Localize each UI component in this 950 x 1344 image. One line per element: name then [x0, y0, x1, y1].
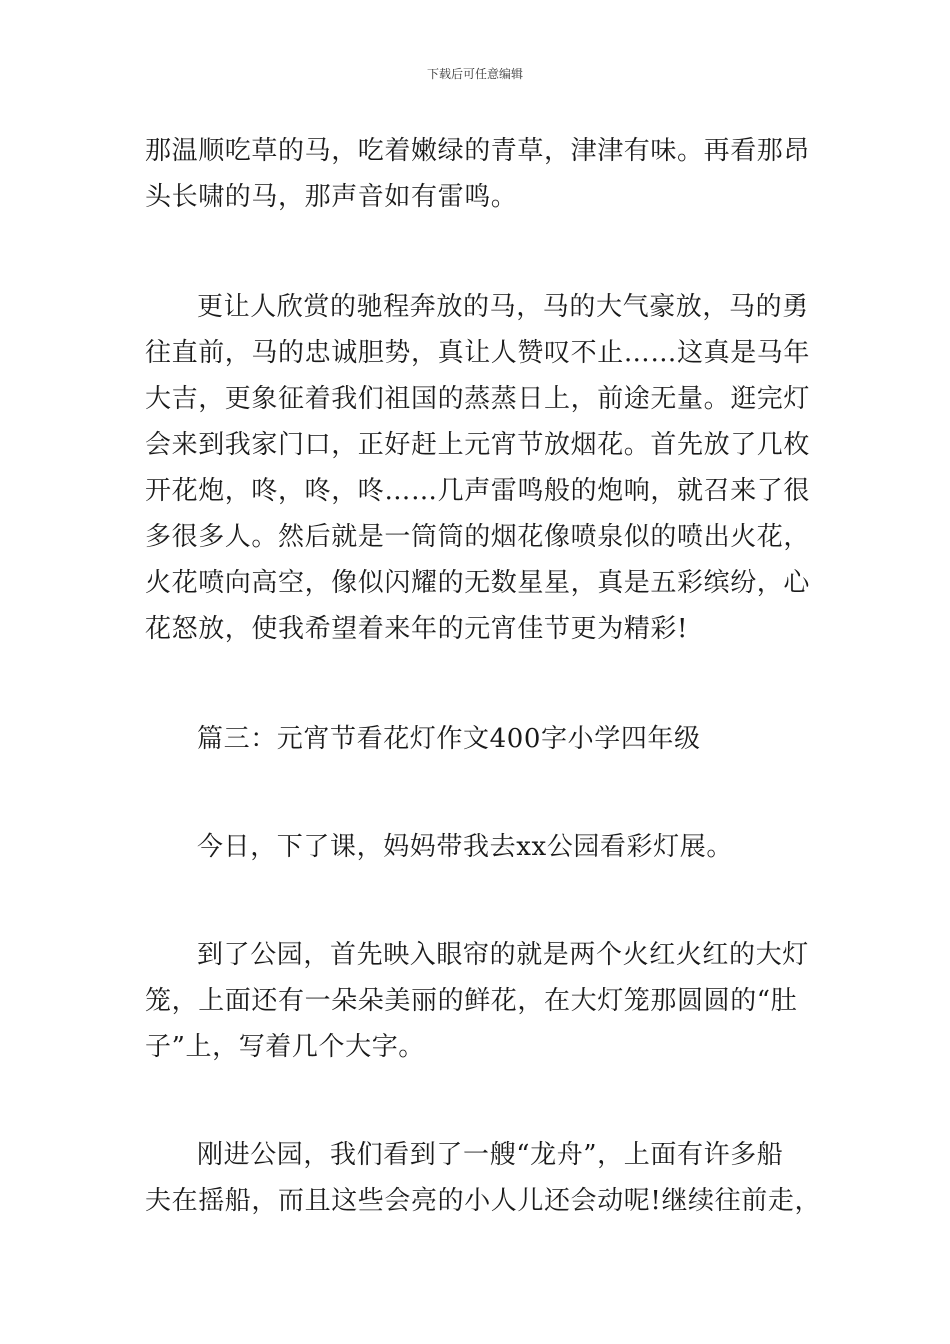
text-line: 那温顺吃草的马，吃着嫩绿的青草，津津有味。再看那昂 — [145, 136, 811, 166]
paragraph-4 — [145, 932, 807, 1070]
text-line: 笼，上面还有一朵朵美丽的鲜花，在大灯笼那圆圆的“肚 — [145, 986, 798, 1016]
paragraph-2 — [145, 284, 811, 652]
text-line: 火花喷向高空，像似闪耀的无数星星，真是五彩缤纷，心 — [145, 568, 811, 598]
text-line: 会来到我家门口，正好赶上元宵节放烟花。首先放了几枚 — [145, 430, 811, 460]
text-line: 多很多人。然后就是一筒筒的烟花像喷泉似的喷出火花， — [145, 522, 811, 552]
text-line: 刚进公园，我们看到了一艘“龙舟”，上面有许多船 — [197, 1140, 784, 1170]
text-line: 开花炮，咚，咚，咚……几声雷鸣般的炮响，就召来了很 — [145, 476, 811, 506]
text-line: 花怒放，使我希望着来年的元宵佳节更为精彩! — [145, 614, 689, 644]
paragraph-3 — [145, 824, 807, 870]
text-line: 头长啸的马，那声音如有雷鸣。 — [145, 182, 518, 212]
document-body — [145, 128, 822, 1224]
text-line: 到了公园，首先映入眼帘的就是两个火红火红的大灯 — [197, 940, 809, 970]
text-line: 大吉，更象征着我们祖国的蒸蒸日上，前途无量。逛完灯 — [145, 384, 811, 414]
text-line: 今日，下了课，妈妈带我去xx公园看彩灯展。 — [197, 832, 733, 862]
text-line: 往直前，马的忠诚胆势，真让人赞叹不止……这真是马年 — [145, 338, 811, 368]
paragraph-5 — [145, 1132, 822, 1224]
section-heading — [145, 716, 807, 762]
paragraph-1 — [145, 128, 811, 220]
page-header: 下载后可任意编辑 — [426, 67, 523, 81]
text-line: 子”上，写着几个大字。 — [145, 1032, 425, 1062]
text-line: 夫在摇船，而且这些会亮的小人儿还会动呢!继续往前走， — [145, 1186, 822, 1216]
heading-line: 篇三：元宵节看花灯作文400字小学四年级 — [197, 724, 701, 754]
text-line: 更让人欣赏的驰程奔放的马，马的大气豪放，马的勇 — [197, 292, 809, 322]
